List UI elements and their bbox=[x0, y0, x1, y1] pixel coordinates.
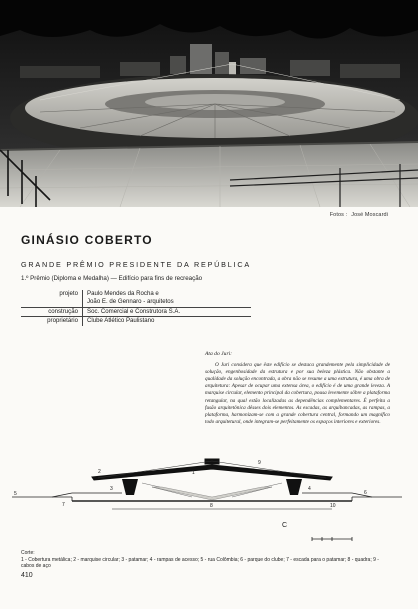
section-label-7: 7 bbox=[62, 502, 65, 508]
jury-statement bbox=[205, 351, 390, 426]
credit-label: projeto bbox=[21, 290, 83, 307]
section-label-3: 3 bbox=[110, 486, 113, 492]
photo-illustration bbox=[0, 0, 418, 207]
section-label-5: 5 bbox=[14, 491, 17, 497]
photo-credit-label: Fotos : bbox=[329, 212, 348, 218]
credit-value-line: Paulo Mendes da Rocha e bbox=[87, 290, 159, 297]
caption-title: Corte: bbox=[21, 550, 35, 556]
section-label-8: 8 bbox=[210, 503, 213, 509]
section-cut-mark: C bbox=[282, 522, 288, 529]
credit-value bbox=[83, 317, 251, 325]
section-label-10: 10 bbox=[330, 503, 336, 509]
credit-value bbox=[83, 308, 251, 316]
credit-value-line: Soc. Comercial e Construtora S.A. bbox=[87, 307, 181, 315]
section-label-6: 6 bbox=[364, 490, 367, 496]
section-label-2: 2 bbox=[98, 469, 101, 475]
prize-line: 1.º Prêmio (Diploma e Medalha) — Edifício para fins de recreação bbox=[21, 275, 203, 282]
section-label-1: 1 bbox=[192, 470, 195, 476]
credit-row-construction bbox=[21, 308, 251, 317]
credit-row-owner bbox=[21, 317, 251, 325]
photo-credit bbox=[326, 212, 388, 218]
section-label-9: 9 bbox=[258, 460, 261, 466]
section-drawing bbox=[12, 453, 402, 548]
credits-table bbox=[21, 290, 251, 326]
credit-value-line: João E. de Gennaro - arquitetos bbox=[87, 298, 174, 306]
credit-value-line: Clube Atlético Paulistano bbox=[87, 317, 155, 325]
scale-bar bbox=[312, 537, 352, 541]
award-subtitle: GRANDE PRÊMIO PRESIDENTE DA REPÚBLICA bbox=[21, 260, 251, 269]
section-caption bbox=[21, 550, 391, 570]
credit-label: proprietário bbox=[21, 317, 83, 325]
credit-value bbox=[83, 290, 251, 307]
photo-credit-name: José Moscardi bbox=[351, 212, 388, 218]
page-title: GINÁSIO COBERTO bbox=[21, 233, 153, 247]
jury-heading: Ata do Juri: bbox=[205, 351, 233, 357]
page-number: 410 bbox=[21, 572, 33, 579]
section-label-4: 4 bbox=[308, 486, 311, 492]
credit-label: construção bbox=[21, 308, 83, 316]
caption-body: 1 - Cobertura metálica; 2 - marquise circular; 3 - patamar; 4 - rampas de acesso; 5 - rua Colômbia; 6 - parque do clube; 7 - escada para o patamar; 8 - quadra; 9 - cabos de aço bbox=[21, 556, 379, 570]
credit-row-project bbox=[21, 290, 251, 308]
gymnasium-photo bbox=[0, 0, 418, 207]
jury-body: O Juri considera que êste edifício se destaca grandemente pela simplicidade de solução, engenhosidade da estrutura e por sua beleza plástica. Não obstante a qualidade da solução encontrada, a obra não se resume a uma estrutura, é uma obra de arquitetura: Apesar de ocupar uma extensa área, o edifício é de uma grande leveza. A marquise circular, elemento principal da cobertura, pousa levemente sôbre a plataforma retangular, na qual estão localizadas as dependências complementares. É perfeita a fusão arquitetônica dêsses dois elementos. As escadas, as arquibancadas, as rampas, a plataforma, harmonizam-se com a grande cobertura central, formando um magnífico todo arquitetural, onde integram-se perfeitamente os espaços interiores e exteriores. bbox=[205, 362, 390, 425]
